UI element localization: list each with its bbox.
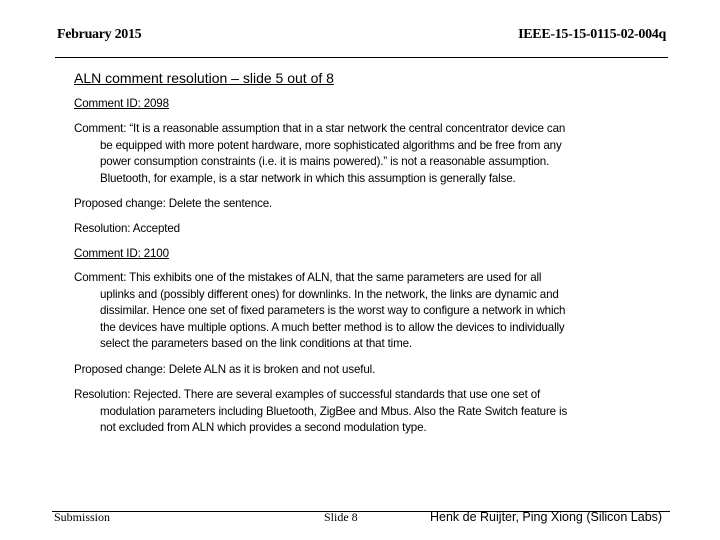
comment-line: dissimilar. Hence one set of fixed parameters is the worst way to configure a network in which [100,304,566,318]
resolution-line: Resolution: Rejected. There are several examples of successful standards that use one set of [74,388,541,401]
header-doc-id: IEEE-15-15-0115-02-004q [518,27,666,42]
header-date: February 2015 [57,27,142,42]
footer-slide-number: Slide 8 [324,510,358,524]
proposed-change: Proposed change: Delete ALN as it is broken and not useful. [74,363,376,376]
proposed-change: Proposed change: Delete the sentence. [74,197,273,210]
slide-title: ALN comment resolution – slide 5 out of 8 [74,70,334,86]
footer-submission: Submission [54,510,111,524]
comment-line: select the parameters based on the link conditions at that time. [100,337,412,351]
comment-line: the devices have multiple options. A much better method is to allow the devices to individually [100,320,565,334]
comment-line: power consumption constraints (i.e. it is mains powered).” is not a reasonable assumption. [100,155,550,169]
comment-line: Comment: “It is a reasonable assumption that in a star network the central concentrator device can [74,122,566,135]
comment-line: be equipped with more potent hardware, more sophisticated algorithms and be free from any [100,138,562,152]
resolution-line: modulation parameters including Bluetooth, ZigBee and Mbus. Also the Rate Switch feature is [100,404,568,418]
comment-line: Bluetooth, for example, is a star network in which this assumption is generally false. [100,171,516,185]
resolution [74,387,567,437]
comment-text [74,121,565,187]
resolution-line: not excluded from ALN which provides a second modulation type. [100,421,427,435]
comment-line: uplinks and (possibly different ones) for downlinks. In the network, the links are dynamic and [100,287,559,301]
comment-line: Comment: This exhibits one of the mistakes of ALN, that the same parameters are used for all [74,271,542,284]
comment-id: Comment ID: 2100 [74,247,169,260]
resolution: Resolution: Accepted [74,222,180,235]
comment-id: Comment ID: 2098 [74,97,169,110]
header-rule [55,57,668,58]
footer-authors: Henk de Ruijter, Ping Xiong (Silicon Labs) [430,510,663,524]
comment-text [74,270,565,353]
